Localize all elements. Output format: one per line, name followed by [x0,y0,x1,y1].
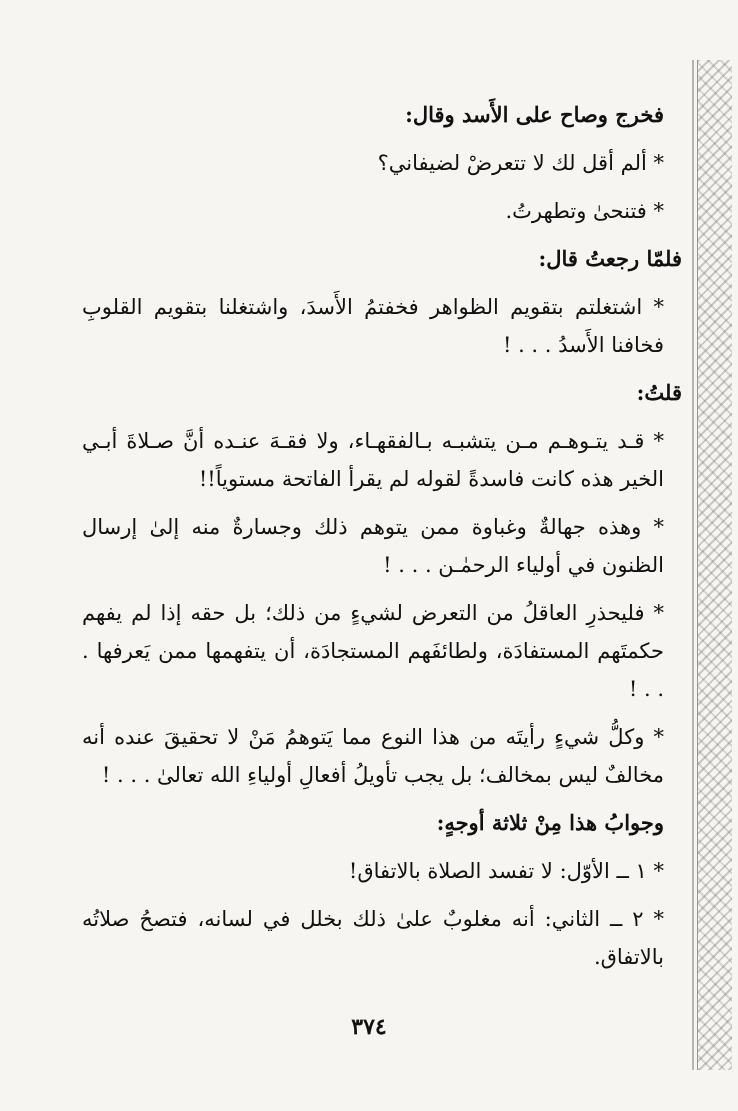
paragraph-4: فلمّا رجعتُ قال: [538,246,682,271]
ornamental-border [697,60,732,1070]
paragraph-7: * قـد يتـوهـم مـن يتشبـه بـالفقهـاء، ولا فقـهَ عنـده أنَّ صـلاةَ أبـي الخير هذه كانت فاسدةً لقوله لم يقرأ الفاتحة مستوياً!! [82,429,664,491]
paragraph-8: * وهذه جهالةٌ وغباوة ممن يتوهم ذلك وجسارةٌ منه إلىٰ إرسال الظنون في أولياء الرحمٰـن . . . ! [82,515,664,577]
paragraph-6: قلتُ: [636,380,682,405]
paragraph-3: * فتنحىٰ وتطهرتُ. [505,199,664,223]
page-text [82,96,682,976]
border-rule [692,60,694,1070]
paragraph-2: * ألم أقل لك لا تتعرضْ لضيفاني؟ [377,151,664,175]
paragraph-10: * وكلُّ شيءٍ رأيتَه من هذا النوع مما يَتوهمُ مَنْ لا تحقيقَ عنده أنه مخالفٌ ليس بمخالف؛ بل يجب تأويلُ أفعالِ أولياءِ الله تعالىٰ . . . ! [82,725,664,787]
paragraph-12: * ١ ــ الأوّل: لا تفسد الصلاة بالاتفاق! [348,859,664,883]
paragraph-13: * ٢ ــ الثاني: أنه مغلوبٌ علىٰ ذلك بخلل في لسانه، فتصحُ صلاتُه بالاتفاق. [82,907,664,969]
paragraph-9: * فليحذرِ العاقلُ من التعرض لشيءٍ من ذلك؛ بل حقه إذا لم يفهم حكمتَهم المستفادَة، ولطائفَهم المستجادَة، أن يتفهمها ممن يَعرفها . . . ! [82,601,664,701]
paragraph-11: وجوابُ هذا مِنْ ثلاثة أوجهٍ: [436,810,664,835]
paragraph-5: * اشتغلتم بتقويم الظواهر فخفتمُ الأَسدَ، واشتغلنا بتقويم القلوبِ فخافنا الأَسدُ . . . ! [82,295,664,357]
paragraph-1: فخرج وصاح على الأَسد وقال: [405,102,664,127]
page-number: ٣٧٤ [351,1014,387,1040]
